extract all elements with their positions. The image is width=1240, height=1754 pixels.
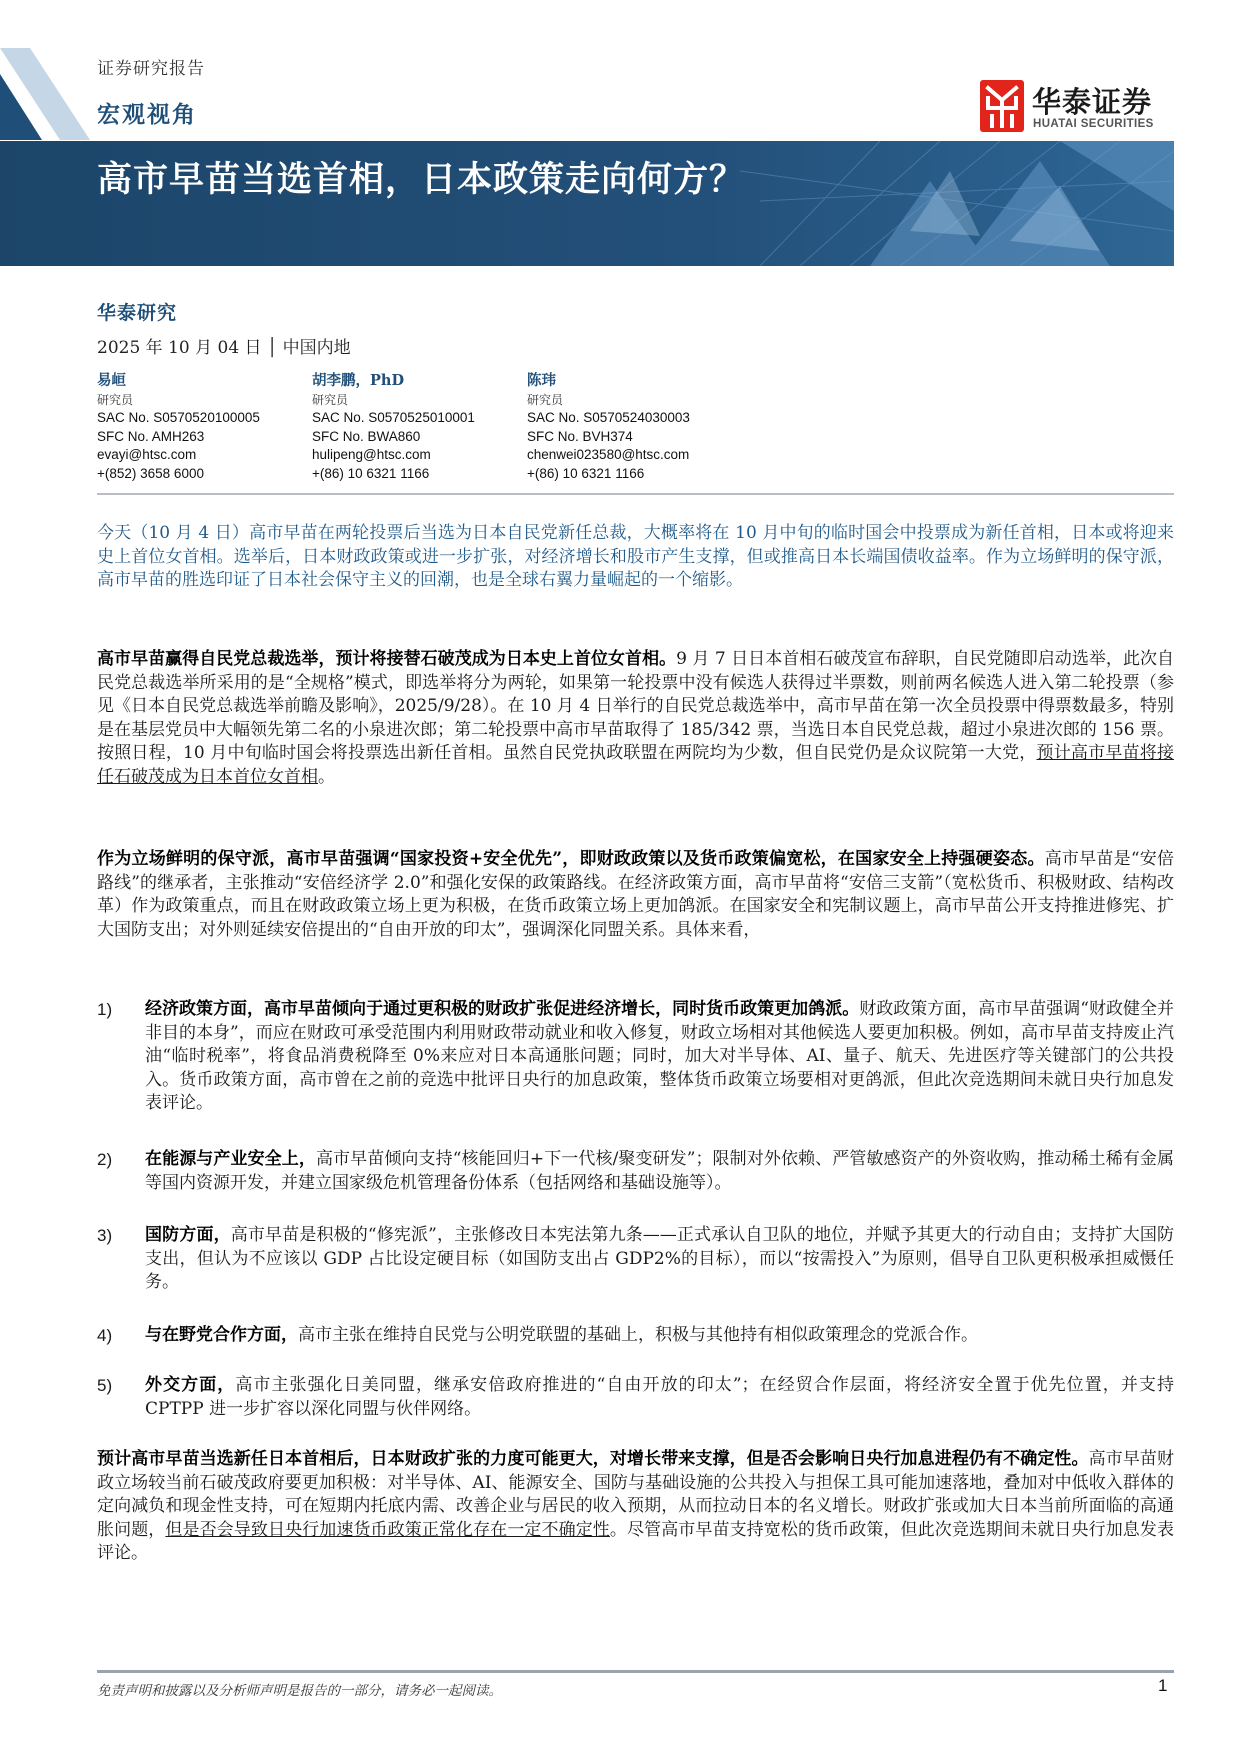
- list-item-text: 高市早苗是积极的“修宪派”，主张修改日本宪法第九条——正式承认自卫队的地位，并赋予其更大的行动自由；支持扩大国防支出，但认为不应该以 GDP 占比设定硬目标（如国防支出占 GDP2%的目标），而以“按需投入”为原则，倡导自卫队更积极承担威慑任务。: [145, 1225, 1174, 1292]
- report-category: 宏观视角: [97, 101, 197, 128]
- paragraph-underline: 但是否会导致日央行加速货币政策正常化存在一定不确定性: [165, 1519, 610, 1540]
- list-number: 3): [97, 1226, 113, 1245]
- header-divider: [97, 493, 1174, 495]
- author-name: 易峘: [97, 372, 126, 389]
- paragraph-heading: 高市早苗赢得自民党总裁选举，预计将接替石破茂成为日本史上首位女首相。: [97, 649, 677, 669]
- date-line: [97, 333, 351, 358]
- report-date: 2025 年 10 月 04 日: [97, 338, 262, 358]
- author-sfc: SFC No. AMH263: [97, 428, 205, 444]
- huatai-logo-icon: [980, 80, 1024, 132]
- list-item: [97, 1224, 1174, 1295]
- list-item: [97, 1374, 1174, 1421]
- author-role: 研究员: [527, 392, 564, 407]
- corner-decoration: [0, 48, 90, 140]
- footer-divider: [97, 1670, 1174, 1673]
- paragraph-text: 高市早苗财政立场较当前石破茂政府要更加积极：对半导体、AI、能源安全、国防与基础设施的公共投入与担保工具可能加速落地，叠加对中低收入群体的定向减负和现金性支持，可在短期内托底内需、改善企业与居民的收入预期，从而拉动日本的名义增长。财政扩张或加大日本当前所面临的高通胀问题，: [97, 1449, 1175, 1540]
- paragraph-end: 。尽管高市早苗支持宽松的货币政策，但此次竞选期间未就日央行加息发表评论。: [97, 1519, 1175, 1563]
- footer-disclaimer: 免责声明和披露以及分析师声明是报告的一部分，请务必一起阅读。: [97, 1683, 502, 1699]
- author-role: 研究员: [97, 392, 134, 407]
- separator: │: [266, 338, 283, 358]
- company-logo: [980, 80, 1172, 132]
- list-item-heading: 国防方面，: [145, 1225, 231, 1245]
- list-item-heading: 与在野党合作方面，: [145, 1325, 298, 1345]
- author-card: [527, 372, 737, 483]
- author-phone: +(852) 3658 6000: [97, 465, 204, 481]
- list-number: 2): [97, 1150, 113, 1169]
- logo-text-en: HUATAI SECURITIES: [1033, 118, 1154, 130]
- body-paragraph-2: [97, 848, 1174, 942]
- author-card: [97, 372, 307, 483]
- summary-paragraph: 今天（10 月 4 日）高市早苗在两轮投票后当选为日本自民党新任总裁，大概率将在 10 月中旬的临时国会中投票成为新任首相，日本或将迎来史上首位女首相。选举后，日本财政政策或进一步扩张，对经济增长和股市产生支撑，但或推高日本长端国债收益率。作为立场鲜明的保守派，高市早苗的胜选印证了日本社会保守主义的回潮，也是全球右翼力量崛起的一个缩影。: [97, 523, 1174, 590]
- author-sac: SAC No. S0570524030003: [527, 410, 690, 425]
- body-paragraph-1: [97, 648, 1174, 789]
- list-item-text: 财政政策方面，高市早苗强调“财政健全并非目的本身”，而应在财政可承受范围内利用财政带动就业和收入修复，财政立场相对其他候选人要更加积极。例如，高市早苗支持废止汽油“临时税率”，将食品消费税降至 0%来应对日本高通胀问题；同时，加大对半导体、AI、量子、航天、先进医疗等关键部门的公共投入。货币政策方面，高市曾在之前的竞选中批评日央行的加息政策，整体货币政策立场要相对更鸽派，但此次竞选期间未就日央行加息发表评论。: [145, 999, 1174, 1113]
- list-item: [97, 1324, 1174, 1348]
- list-item: [97, 998, 1174, 1116]
- report-region: 中国内地: [282, 338, 351, 358]
- author-phone: +(86) 10 6321 1166: [527, 465, 645, 481]
- page-number: 1: [1158, 1676, 1168, 1695]
- author-sac: SAC No. S0570520100005: [97, 410, 260, 425]
- list-item: [97, 1148, 1174, 1195]
- author-email[interactable]: evayi@htsc.com: [97, 447, 197, 462]
- research-label: 华泰研究: [97, 302, 178, 324]
- author-sfc: SFC No. BVH374: [527, 428, 633, 444]
- paragraph-underline: 预计高市早苗将接任石破茂成为日本首位女首相: [97, 743, 1174, 787]
- list-item-heading: 在能源与产业安全上，: [145, 1149, 316, 1169]
- list-item-text: 高市主张强化日美同盟，继承安倍政府推进的“自由开放的印太”；在经贸合作层面，将经济安全置于优先位置，并支持 CPTPP 进一步扩容以深化同盟与伙伴网络。: [145, 1375, 1174, 1419]
- author-sfc: SFC No. BWA860: [312, 428, 421, 444]
- paragraph-text: 高市早苗是“安倍路线”的继承者，主张推动“安倍经济学 2.0”和强化安保的政策路线。在经济政策方面，高市早苗将“安倍三支箭”（宽松货币、积极财政、结构改革）作为政策重点，而且在财政政策立场上更为积极，在货币政策立场上更加鸽派。在国家安全和宪制议题上，高市早苗公开支持推进修宪、扩大国防支出；对外则延续安倍提出的“自由开放的印太”，强调深化同盟关系。具体来看，: [97, 849, 1174, 940]
- author-phone: +(86) 10 6321 1166: [312, 465, 430, 481]
- list-item-heading: 经济政策方面，高市早苗倾向于通过更积极的财政扩张促进经济增长，同时货币政策更加鸽派。: [145, 999, 860, 1019]
- list-item-text: 高市早苗倾向支持“核能回归+下一代核/聚变研发”；限制对外依赖、严管敏感资产的外资收购，推动稀土稀有金属等国内资源开发，并建立国家级危机管理备份体系（包括网络和基础设施等）。: [145, 1149, 1175, 1193]
- author-name: 胡李鹏，PhD: [312, 372, 405, 389]
- paragraph-end: 。: [318, 766, 335, 787]
- author-card: [312, 372, 522, 483]
- list-item-heading: 外交方面，: [145, 1375, 236, 1395]
- list-number: 4): [97, 1326, 113, 1345]
- list-item-text: 高市主张在维持自民党与公明党联盟的基础上，积极与其他持有相似政策理念的党派合作。: [298, 1325, 978, 1345]
- author-name: 陈玮: [527, 372, 556, 389]
- report-title: 高市早苗当选首相，日本政策走向何方？: [97, 159, 746, 200]
- author-email[interactable]: chenwei023580@htsc.com: [527, 447, 690, 462]
- author-email[interactable]: hulipeng@htsc.com: [312, 447, 431, 462]
- report-type: 证券研究报告: [97, 59, 205, 79]
- list-number: 5): [97, 1376, 113, 1395]
- author-role: 研究员: [312, 392, 349, 407]
- paragraph-heading: 作为立场鲜明的保守派，高市早苗强调“国家投资+安全优先”，即财政政策以及货币政策偏宽松，在国家安全上持强硬姿态。: [97, 849, 1045, 869]
- body-paragraph-3: [97, 1448, 1174, 1566]
- paragraph-heading: 预计高市早苗当选新任日本首相后，日本财政扩张的力度可能更大，对增长带来支撑，但是否会影响日央行加息进程仍有不确定性。: [97, 1449, 1089, 1469]
- title-banner: [0, 141, 1174, 266]
- logo-text-cn: 华泰证券: [1032, 85, 1153, 119]
- author-sac: SAC No. S0570525010001: [312, 410, 475, 425]
- paragraph-text: 9 月 7 日日本首相石破茂宣布辞职，自民党随即启动选举，此次自民党总裁选举所采用的是“全规格”模式，即选举将分为两轮，如果第一轮投票中没有候选人获得过半票数，则前两名候选人进入第二轮投票（参见《日本自民党总裁选举前瞻及影响》，2025/9/28）。在 10 月 4 日举行的自民党总裁选举中，高市早苗在第一次全员投票中得票数最多，特别是在基层党员中大幅领先第二名的小泉进次郎；第二轮投票中高市早苗取得了 185/342 票，当选日本自民党总裁，超过小泉进次郎的 156 票。按照日程，10 月中旬临时国会将投票选出新任首相。虽然自民党执政联盟在两院均为少数，但自民党仍是众议院第一大党，: [97, 649, 1175, 763]
- list-number: 1): [97, 1000, 113, 1019]
